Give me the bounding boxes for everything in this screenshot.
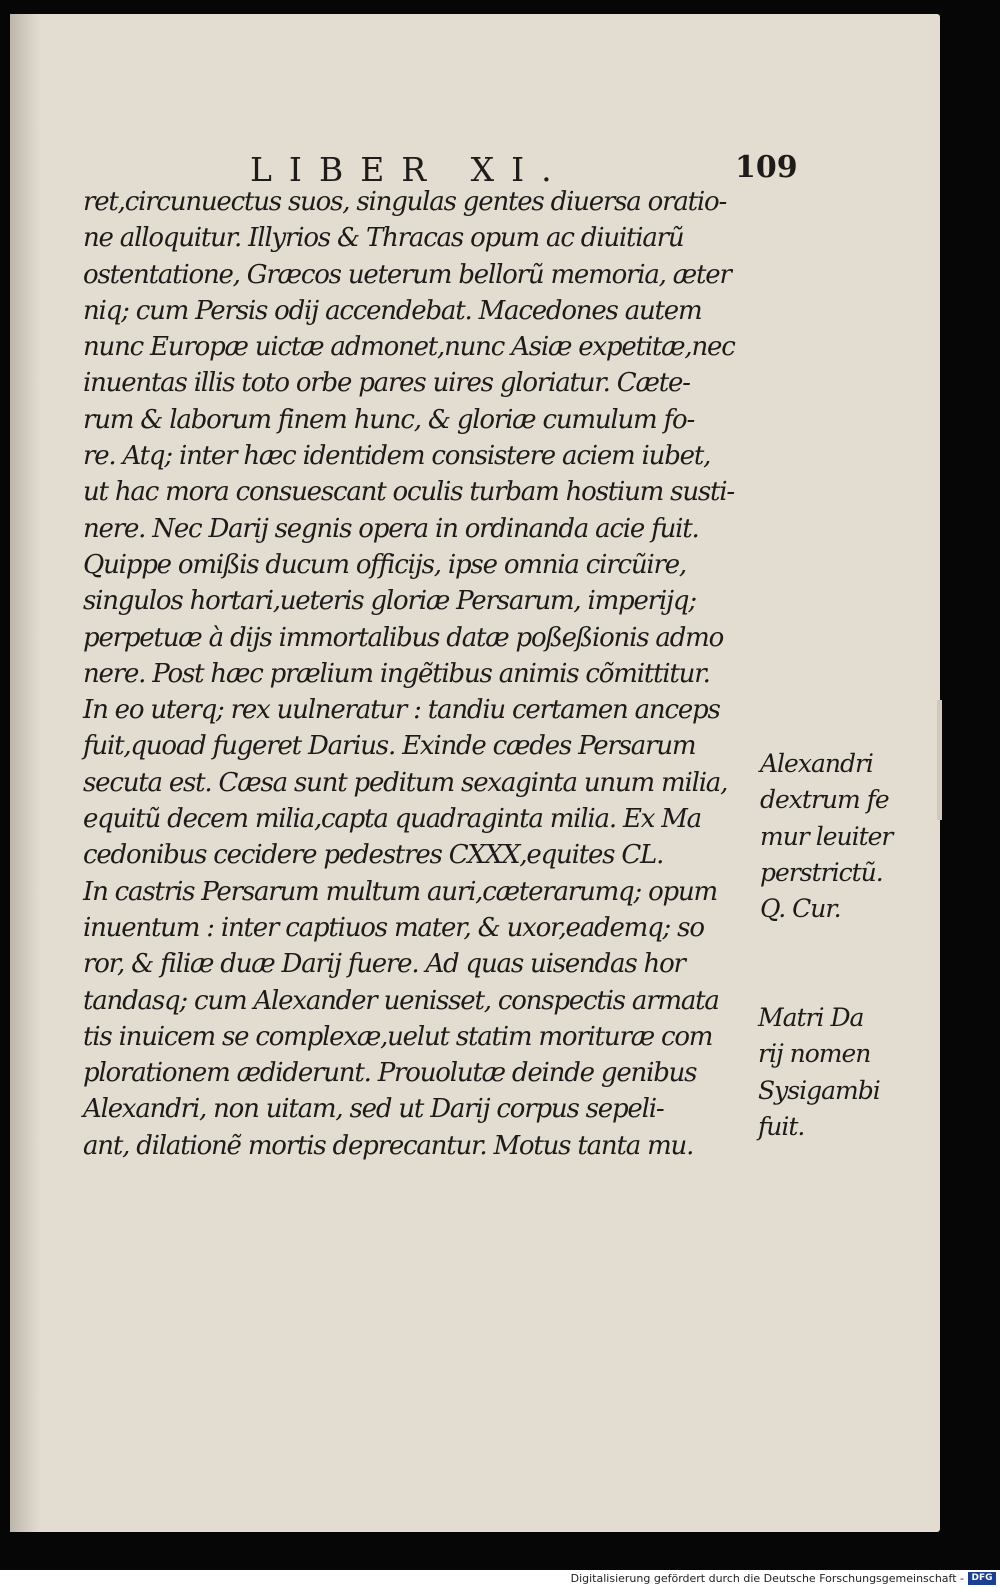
margin-note-line: Matri Da bbox=[758, 1003, 864, 1032]
footer-bar bbox=[0, 1570, 1000, 1588]
text-line: niq; cum Persis odij accendebat. Macedones autem bbox=[83, 295, 702, 326]
text-line: ror, & filiæ duæ Darij fuere. Ad quas uisendas hor bbox=[83, 949, 685, 980]
margin-note-line: perstrictũ. bbox=[760, 857, 883, 887]
dfg-logo: DFG bbox=[968, 1572, 996, 1585]
running-head: LIBER XI. bbox=[250, 150, 569, 189]
text-line: nere. Nec Darij segnis opera in ordinanda acie fuit. bbox=[83, 513, 699, 544]
text-line: ut hac mora consuescant oculis turbam hostium susti- bbox=[83, 477, 734, 508]
margin-note-line: mur leuiter bbox=[760, 821, 893, 851]
text-line: inuentum : inter captiuos mater, & uxor,eademq; so bbox=[83, 912, 704, 943]
body-text bbox=[83, 184, 763, 1164]
margin-note-line: dextrum fe bbox=[760, 785, 889, 815]
text-line: nunc Europæ uictæ admonet,nunc Asiæ expetitæ,nec bbox=[83, 332, 735, 363]
margin-note-line: Sysigambi bbox=[758, 1075, 880, 1105]
text-line: cedonibus cecidere pedestres CXXX,equites CL. bbox=[83, 840, 664, 871]
text-line: ostentatione, Græcos ueterum bellorũ memoria, æter bbox=[83, 259, 731, 290]
text-line: fuit,quoad fugeret Darius. Exinde cædes Persarum bbox=[83, 731, 696, 762]
text-line: tandasq; cum Alexander uenisset, conspectis armata bbox=[83, 985, 719, 1016]
text-line: ne alloquitur. Illyrios & Thracas opum ac diuitiarũ bbox=[83, 223, 684, 254]
text-line: In castris Persarum multum auri,cæterarumq; opum bbox=[83, 876, 718, 907]
text-line: In eo uterq; rex uulneratur : tandiu certamen anceps bbox=[83, 695, 720, 726]
text-line: nere. Post hæc prælium ingẽtibus animis cõmittitur. bbox=[83, 658, 710, 689]
text-line: re. Atq; inter hæc identidem consistere aciem iubet, bbox=[83, 441, 711, 472]
margin-note-line: fuit. bbox=[758, 1111, 805, 1141]
text-line: perpetuæ à dijs immortalibus datæ poßeßionis admo bbox=[83, 622, 724, 653]
page-edge-tab bbox=[937, 700, 942, 820]
text-line: secuta est. Cæsa sunt peditum sexaginta unum milia, bbox=[83, 767, 728, 798]
text-line: Quippe omißis ducum officijs, ipse omnia circũire, bbox=[83, 549, 686, 580]
funding-credit: Digitalisierung gefördert durch die Deutsche Forschungsgemeinschaft - bbox=[570, 1572, 964, 1585]
page-gutter-shadow bbox=[10, 14, 40, 1532]
margin-note-sysigambis bbox=[758, 1000, 918, 1145]
text-line: inuentas illis toto orbe pares uires gloriatur. Cæte- bbox=[83, 368, 690, 399]
text-line: singulos hortari,ueteris gloriæ Persarum, imperijq; bbox=[83, 586, 696, 617]
text-line: tis inuicem se complexæ,uelut statim morituræ com bbox=[83, 1021, 713, 1052]
margin-note-line: Q. Cur. bbox=[760, 894, 841, 924]
page-number: 109 bbox=[735, 150, 798, 185]
margin-note-line: rij nomen bbox=[758, 1039, 871, 1069]
text-line: ret,circunuectus suos, singulas gentes diuersa oratio- bbox=[83, 187, 727, 217]
text-line: equitũ decem milia,capta quadraginta milia. Ex Ma bbox=[83, 804, 701, 835]
text-line: rum & laborum finem hunc, & gloriæ cumulum fo- bbox=[83, 404, 695, 435]
margin-note-line: Alexandri bbox=[760, 749, 873, 778]
margin-note-alexander bbox=[760, 746, 920, 927]
text-line: Alexandri, non uitam, sed ut Darij corpus sepeli- bbox=[83, 1094, 664, 1125]
text-line: plorationem ædiderunt. Prouolutæ deinde genibus bbox=[83, 1058, 697, 1089]
text-line: ant, dilationẽ mortis deprecantur. Motus tanta mu. bbox=[83, 1130, 694, 1161]
